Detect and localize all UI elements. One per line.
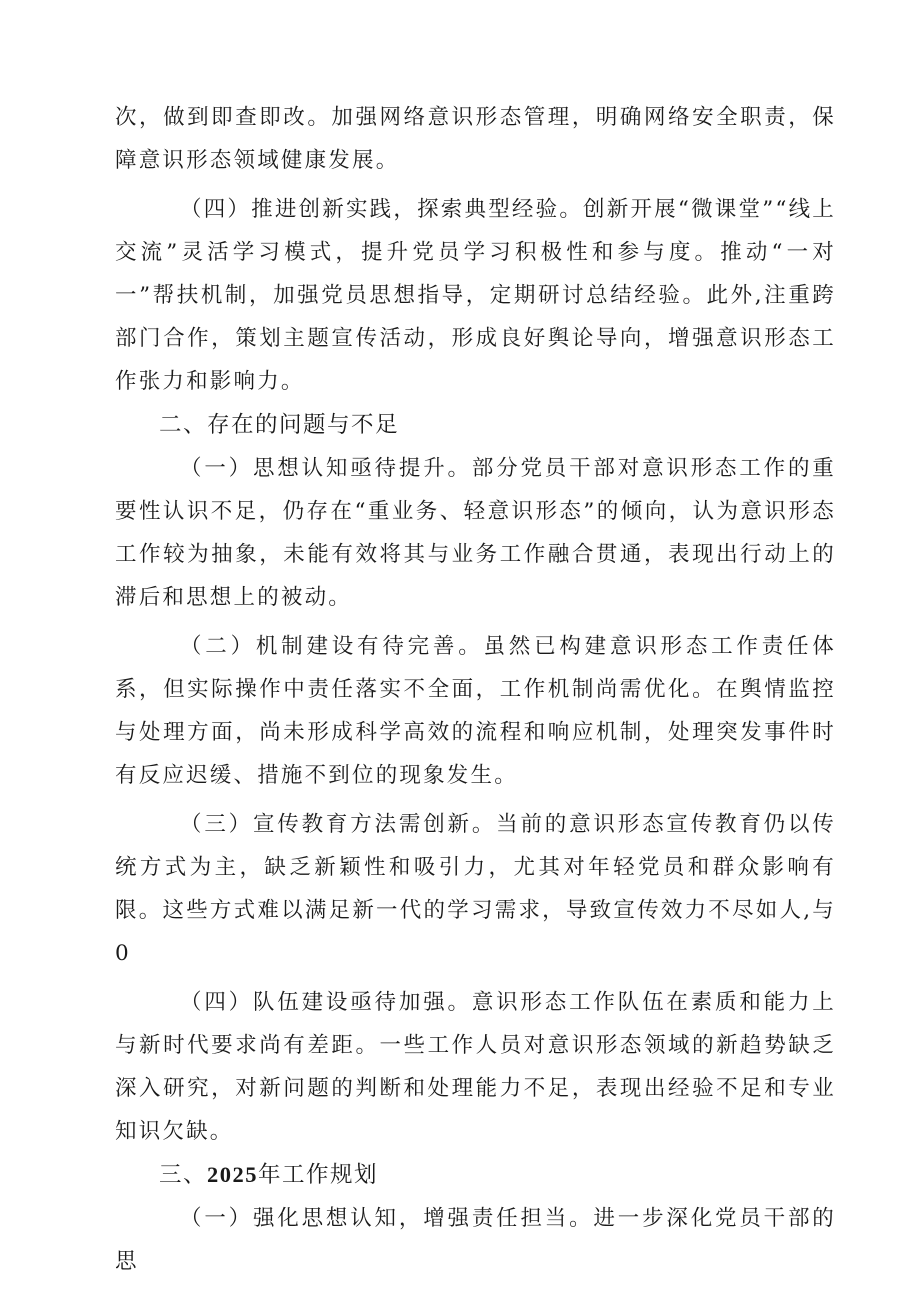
- section2-item-3: （三）宣传教育方法需创新。当前的意识形态宣传教育仍以传统方式为主，缺乏新颖性和吸引力，尤其对年轻党员和群众影响有限。这些方式难以满足新一代的学习需求，导致宣传效力不尽如人,与0: [115, 812, 836, 966]
- section1-item-4: （四）推进创新实践，探索典型经验。创新开展“微课堂”“线上交流”灵活学习模式，提升党员学习积极性和参与度。推动“一对一”帮扶机制，加强党员思想指导，定期研讨总结经验。此外,注重跨部门合作，策划主题宣传活动，形成良好舆论导向，增强意识形态工作张力和影响力。: [115, 197, 836, 394]
- section2-item-4: （四）队伍建设亟待加强。意识形态工作队伍在素质和能力上与新时代要求尚有差距。一些工作人员对意识形态领域的新趋势缺乏深入研究，对新问题的判断和处理能力不足，表现出经验不足和专业知识欠缺。: [115, 990, 836, 1144]
- section3-heading-year: 2025: [207, 1162, 259, 1187]
- section2-item-1: （一）思想认知亟待提升。部分党员干部对意识形态工作的重要性认识不足，仍存在“重业务、轻意识形态”的倾向，认为意识形态工作较为抽象，未能有效将其与业务工作融合贯通，表现出行动上的滞后和思想上的被动。: [115, 456, 836, 610]
- section2-item-2: （二）机制建设有待完善。虽然已构建意识形态工作责任体系，但实际操作中责任落实不全面，工作机制尚需优化。在舆情监控与处理方面，尚未形成科学高效的流程和响应机制，处理突发事件时有反应迟缓、措施不到位的现象发生。: [115, 634, 836, 788]
- section3-heading: [115, 1153, 836, 1197]
- section3-heading-suffix: 年工作规划: [258, 1162, 379, 1188]
- section2-heading: 二、存在的问题与不足: [159, 412, 400, 438]
- section3-item-1: （一）强化思想认知，增强责任担当。进一步深化党员干部的思: [115, 1206, 836, 1274]
- section3-heading-prefix: 三、: [159, 1162, 208, 1188]
- intro-paragraph: 次，做到即查即改。加强网络意识形态管理，明确网络安全职责，保障意识形态领域健康发展。: [115, 105, 836, 173]
